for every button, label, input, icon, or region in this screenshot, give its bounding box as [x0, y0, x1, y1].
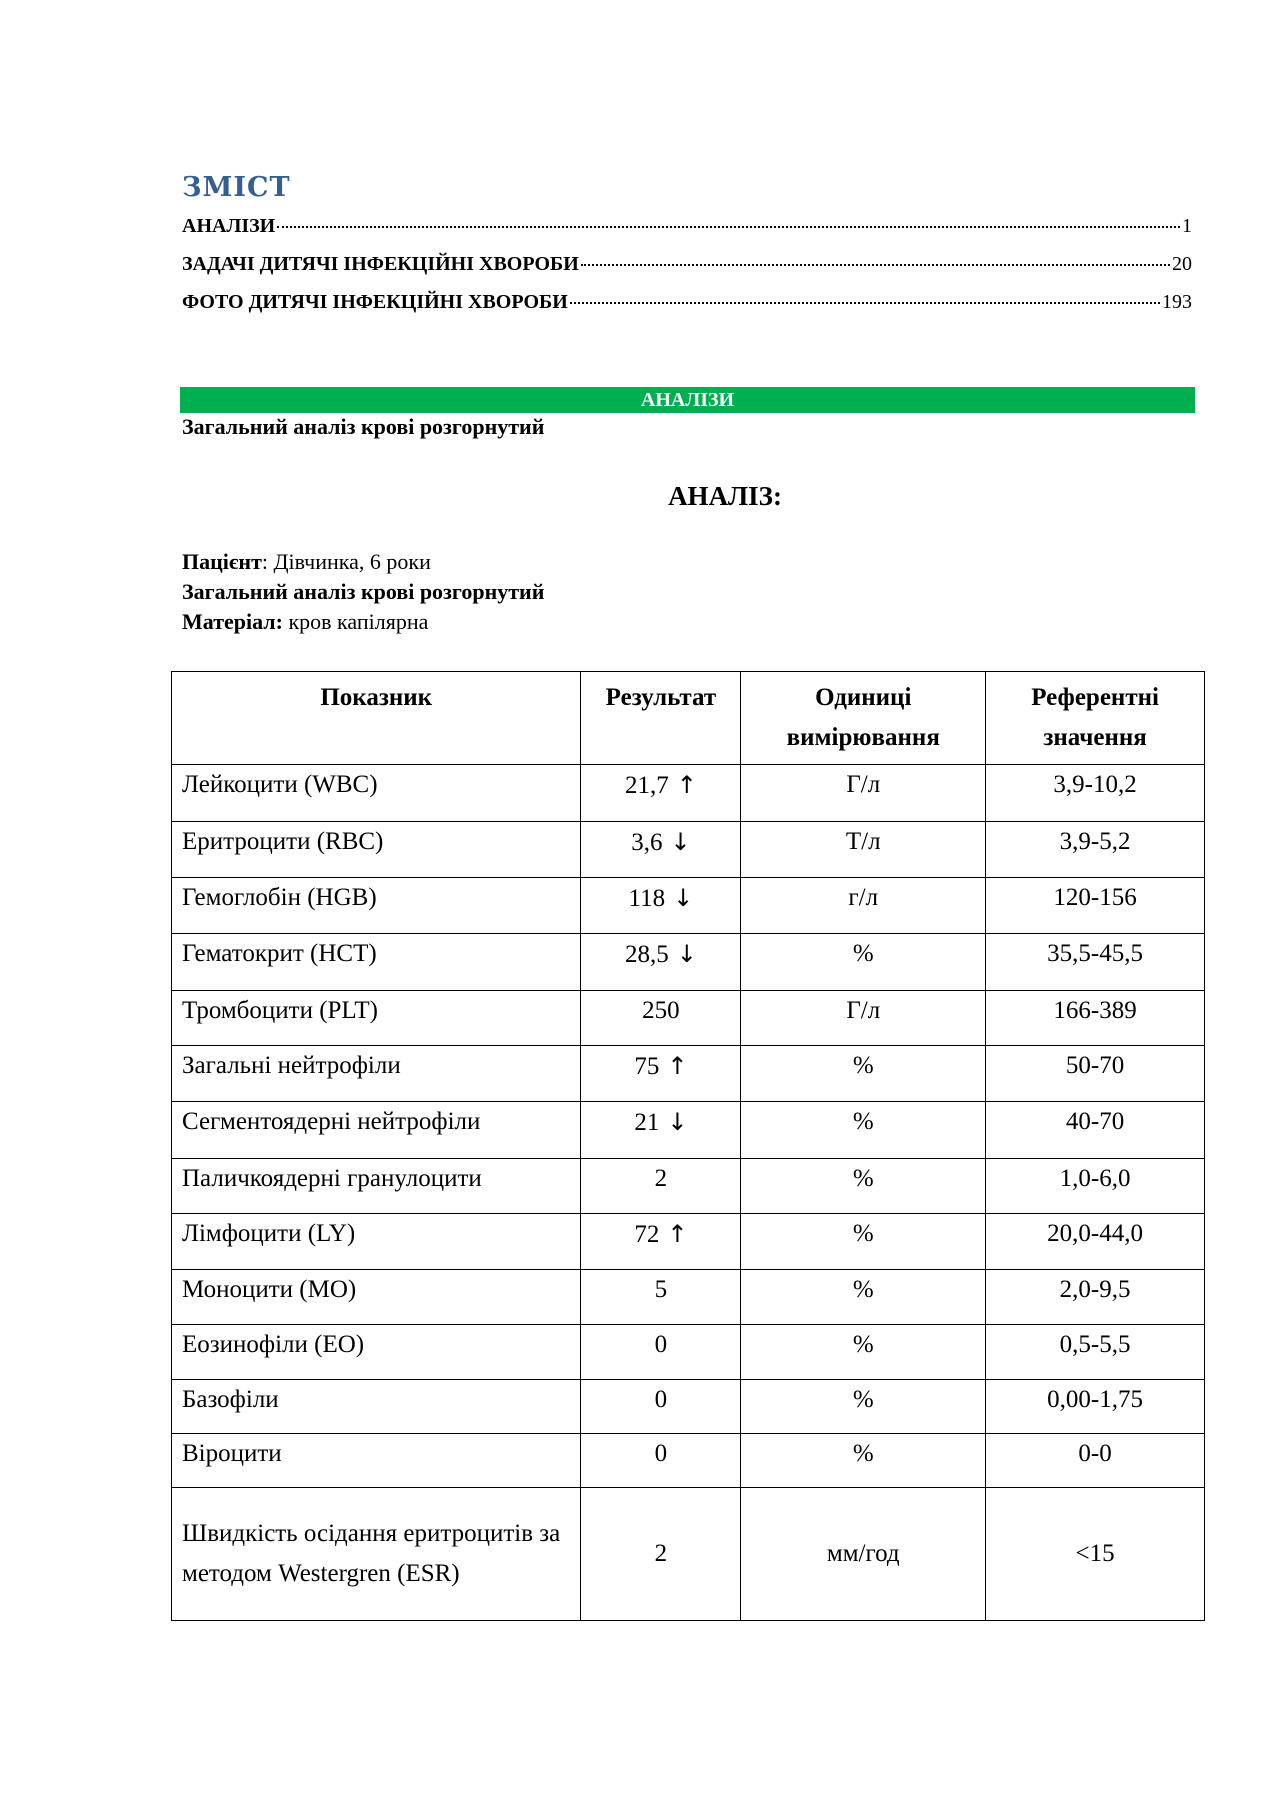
test-name: Загальний аналіз крові розгорнутий: [182, 579, 545, 604]
unit-cell: %: [741, 1325, 986, 1380]
header-result: Результат: [581, 672, 741, 765]
indicator-name: Гемоглобін (HGB): [172, 878, 581, 934]
result-cell: [581, 1434, 741, 1488]
indicator-name: Моноцити (MO): [172, 1270, 581, 1325]
patient-label: Пацієнт: [182, 549, 262, 574]
lab-results-table: [171, 671, 1205, 1621]
toc-entry-page: 1: [1182, 215, 1192, 237]
arrow-up-icon: ↑: [676, 771, 697, 799]
result-value: 0: [654, 1386, 668, 1413]
header-indicator: Показник: [172, 672, 581, 765]
indicator-name: Лімфоцити (LY): [172, 1214, 581, 1270]
unit-cell: г/л: [741, 878, 986, 934]
indicator-name: Еритроцити (RBC): [172, 822, 581, 878]
indicator-name: Віроцити: [172, 1434, 581, 1488]
result-value: 0: [654, 1440, 668, 1467]
toc-entry-photos[interactable]: [182, 291, 1192, 319]
result-cell: [581, 1214, 741, 1270]
table-row: [172, 1325, 1205, 1380]
toc-entry-tasks[interactable]: [182, 253, 1192, 281]
result-value: 2: [654, 1165, 668, 1192]
arrow-up-icon: ↑: [667, 1220, 688, 1248]
indicator-name: Швидкість осідання еритроцитів за методом Westergren (ESR): [172, 1488, 581, 1621]
result-cell: [581, 1380, 741, 1434]
toc-leader-dots: [570, 302, 1160, 304]
unit-cell: мм/год: [741, 1488, 986, 1621]
indicator-name: Лейкоцити (WBC): [172, 765, 581, 822]
section-header-bar: АНАЛІЗИ: [180, 387, 1195, 413]
unit-cell: Г/л: [741, 765, 986, 822]
toc-entry-text: ЗАДАЧІ ДИТЯЧІ ІНФЕКЦІЙНІ ХВОРОБИ: [182, 253, 579, 275]
reference-cell: 20,0-44,0: [986, 1214, 1205, 1270]
arrow-down-icon: ↓: [676, 940, 697, 968]
toc-title: ЗМІСТ: [182, 172, 291, 203]
material-label: Матеріал:: [182, 609, 283, 634]
result-value: 5: [654, 1276, 668, 1303]
arrow-up-icon: ↑: [667, 1052, 688, 1080]
unit-cell: %: [741, 1270, 986, 1325]
result-cell: [581, 1159, 741, 1214]
unit-cell: %: [741, 1434, 986, 1488]
arrow-down-icon: ↓: [667, 1108, 688, 1136]
test-name-line: [182, 579, 544, 605]
toc-entry-analyses[interactable]: [182, 215, 1192, 243]
table-row: [172, 1270, 1205, 1325]
material-value: кров капілярна: [282, 609, 429, 634]
reference-cell: <15: [986, 1488, 1205, 1621]
unit-cell: %: [741, 1102, 986, 1159]
result-cell: [581, 991, 741, 1046]
table-row: [172, 934, 1205, 991]
indicator-name: Загальні нейтрофіли: [172, 1046, 581, 1102]
table-row: [172, 1159, 1205, 1214]
toc-entry-text: ФОТО ДИТЯЧІ ІНФЕКЦІЙНІ ХВОРОБИ: [182, 291, 568, 313]
result-value: 21: [634, 1109, 660, 1136]
analysis-title: АНАЛІЗ:: [668, 481, 782, 511]
indicator-name: Паличкоядерні гранулоцити: [172, 1159, 581, 1214]
result-value: 3,6: [631, 829, 663, 856]
toc-leader-dots: [581, 264, 1170, 266]
unit-cell: %: [741, 934, 986, 991]
arrow-down-icon: ↓: [673, 884, 694, 912]
reference-cell: 0,5-5,5: [986, 1325, 1205, 1380]
reference-cell: 3,9-5,2: [986, 822, 1205, 878]
reference-cell: 50-70: [986, 1046, 1205, 1102]
result-cell: [581, 1270, 741, 1325]
indicator-name: Еозинофіли (EO): [172, 1325, 581, 1380]
toc-entry-page: 20: [1172, 253, 1192, 275]
reference-cell: 2,0-9,5: [986, 1270, 1205, 1325]
patient-line: [182, 549, 431, 575]
table-row: [172, 878, 1205, 934]
table-row: [172, 765, 1205, 822]
result-value: 21,7: [624, 772, 669, 799]
result-value: 75: [634, 1053, 660, 1080]
patient-value: : Дівчинка, 6 роки: [261, 549, 431, 574]
unit-cell: Г/л: [741, 991, 986, 1046]
section-subtitle: Загальний аналіз крові розгорнутий: [182, 414, 545, 439]
header-reference: Референтні значення: [986, 672, 1205, 765]
table-row: [172, 822, 1205, 878]
indicator-name: Базофіли: [172, 1380, 581, 1434]
table-row: [172, 1214, 1205, 1270]
table-header-row: [172, 672, 1205, 765]
arrow-down-icon: ↓: [670, 828, 691, 856]
reference-cell: 0,00-1,75: [986, 1380, 1205, 1434]
header-units: Одиниці вимірювання: [741, 672, 986, 765]
indicator-name: Сегментоядерні нейтрофіли: [172, 1102, 581, 1159]
table-row: [172, 1380, 1205, 1434]
unit-cell: %: [741, 1380, 986, 1434]
result-cell: [581, 1046, 741, 1102]
toc-entry-text: АНАЛІЗИ: [182, 215, 276, 237]
result-cell: [581, 765, 741, 822]
result-value: 0: [654, 1331, 668, 1358]
unit-cell: %: [741, 1046, 986, 1102]
result-value: 2: [654, 1540, 668, 1567]
unit-cell: Т/л: [741, 822, 986, 878]
reference-cell: 166-389: [986, 991, 1205, 1046]
table-row: [172, 991, 1205, 1046]
table-row: [172, 1434, 1205, 1488]
unit-cell: %: [741, 1159, 986, 1214]
table-row: [172, 1488, 1205, 1621]
reference-cell: 0-0: [986, 1434, 1205, 1488]
result-cell: [581, 1325, 741, 1380]
result-value: 72: [634, 1221, 660, 1248]
indicator-name: Тромбоцити (PLT): [172, 991, 581, 1046]
result-value: 28,5: [624, 941, 669, 968]
result-cell: [581, 1488, 741, 1621]
table-row: [172, 1102, 1205, 1159]
material-line: [182, 609, 428, 635]
reference-cell: 40-70: [986, 1102, 1205, 1159]
reference-cell: 1,0-6,0: [986, 1159, 1205, 1214]
result-cell: [581, 822, 741, 878]
result-cell: [581, 934, 741, 991]
indicator-name: Гематокрит (HCT): [172, 934, 581, 991]
toc-entry-page: 193: [1162, 291, 1192, 313]
unit-cell: %: [741, 1214, 986, 1270]
result-value: 250: [642, 997, 680, 1024]
reference-cell: 35,5-45,5: [986, 934, 1205, 991]
result-cell: [581, 1102, 741, 1159]
reference-cell: 120-156: [986, 878, 1205, 934]
toc-leader-dots: [277, 226, 1180, 228]
result-value: 118: [628, 885, 666, 912]
reference-cell: 3,9-10,2: [986, 765, 1205, 822]
table-row: [172, 1046, 1205, 1102]
result-cell: [581, 878, 741, 934]
